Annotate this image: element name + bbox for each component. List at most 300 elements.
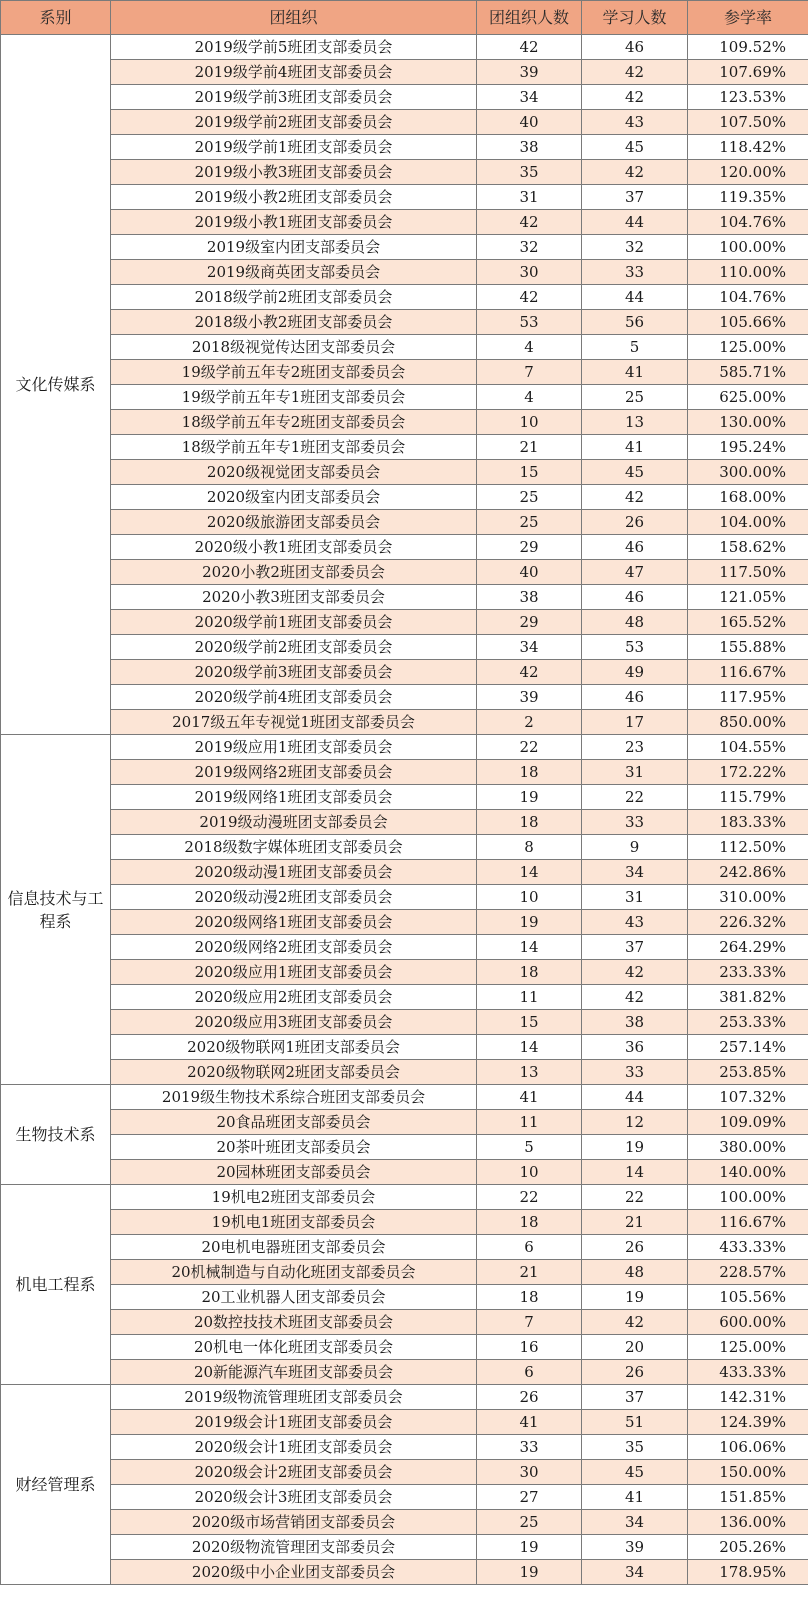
learners-cell: 35 (582, 1435, 688, 1460)
header-department: 系别 (1, 1, 111, 35)
learners-cell: 42 (582, 985, 688, 1010)
rate-cell: 233.33% (688, 960, 808, 985)
table-row (1, 1435, 808, 1460)
learners-cell: 5 (582, 335, 688, 360)
rate-cell: 100.00% (688, 1185, 808, 1210)
members-cell: 33 (477, 1435, 582, 1460)
organization-cell: 2018级学前2班团支部委员会 (111, 285, 477, 310)
rate-cell: 195.24% (688, 435, 808, 460)
learners-cell: 44 (582, 210, 688, 235)
learners-cell: 42 (582, 485, 688, 510)
rate-cell: 433.33% (688, 1360, 808, 1385)
table-row (1, 860, 808, 885)
organization-cell: 2020级应用3班团支部委员会 (111, 1010, 477, 1035)
learners-cell: 42 (582, 60, 688, 85)
members-cell: 27 (477, 1485, 582, 1510)
organization-cell: 2020级旅游团支部委员会 (111, 510, 477, 535)
table-row (1, 1560, 808, 1585)
organization-cell: 19机电1班团支部委员会 (111, 1210, 477, 1235)
organization-cell: 2020级学前1班团支部委员会 (111, 610, 477, 635)
learners-cell: 26 (582, 1235, 688, 1260)
learners-cell: 34 (582, 1560, 688, 1585)
organization-cell: 2019级小教2班团支部委员会 (111, 185, 477, 210)
members-cell: 40 (477, 560, 582, 585)
learners-cell: 53 (582, 635, 688, 660)
rate-cell: 112.50% (688, 835, 808, 860)
rate-cell: 165.52% (688, 610, 808, 635)
organization-cell: 2020小教3班团支部委员会 (111, 585, 477, 610)
learners-cell: 43 (582, 110, 688, 135)
members-cell: 15 (477, 1010, 582, 1035)
organization-cell: 20机电一体化班团支部委员会 (111, 1335, 477, 1360)
organization-cell: 2020级物联网1班团支部委员会 (111, 1035, 477, 1060)
table-row (1, 960, 808, 985)
rate-cell: 585.71% (688, 360, 808, 385)
members-cell: 5 (477, 1135, 582, 1160)
learners-cell: 41 (582, 435, 688, 460)
members-cell: 30 (477, 260, 582, 285)
table-row (1, 285, 808, 310)
members-cell: 4 (477, 335, 582, 360)
organization-cell: 19机电2班团支部委员会 (111, 1185, 477, 1210)
organization-cell: 2018级视觉传达团支部委员会 (111, 335, 477, 360)
members-cell: 18 (477, 960, 582, 985)
organization-cell: 20工业机器人团支部委员会 (111, 1285, 477, 1310)
learners-cell: 34 (582, 1510, 688, 1535)
learners-cell: 32 (582, 235, 688, 260)
learners-cell: 21 (582, 1210, 688, 1235)
table-row (1, 1210, 808, 1235)
table-row (1, 1160, 808, 1185)
members-cell: 42 (477, 210, 582, 235)
rate-cell: 116.67% (688, 1210, 808, 1235)
members-cell: 14 (477, 935, 582, 960)
rate-cell: 300.00% (688, 460, 808, 485)
learners-cell: 12 (582, 1110, 688, 1135)
learners-cell: 49 (582, 660, 688, 685)
organization-cell: 2019级学前4班团支部委员会 (111, 60, 477, 85)
table-row (1, 1410, 808, 1435)
learners-cell: 41 (582, 360, 688, 385)
members-cell: 26 (477, 1385, 582, 1410)
header-members: 团组织人数 (477, 1, 582, 35)
rate-cell: 109.52% (688, 35, 808, 60)
rate-cell: 107.32% (688, 1085, 808, 1110)
members-cell: 10 (477, 885, 582, 910)
table-row (1, 1485, 808, 1510)
table-row (1, 785, 808, 810)
header-row (1, 1, 808, 35)
organization-cell: 2020级会计1班团支部委员会 (111, 1435, 477, 1460)
rate-cell: 172.22% (688, 760, 808, 785)
table-row (1, 935, 808, 960)
learners-cell: 39 (582, 1535, 688, 1560)
organization-cell: 2019级应用1班团支部委员会 (111, 735, 477, 760)
organization-cell: 2020级市场营销团支部委员会 (111, 1510, 477, 1535)
organization-cell: 20电机电器班团支部委员会 (111, 1235, 477, 1260)
members-cell: 39 (477, 685, 582, 710)
table-row (1, 585, 808, 610)
members-cell: 19 (477, 910, 582, 935)
learners-cell: 23 (582, 735, 688, 760)
table-row (1, 210, 808, 235)
members-cell: 53 (477, 310, 582, 335)
rate-cell: 168.00% (688, 485, 808, 510)
learners-cell: 45 (582, 460, 688, 485)
table-row (1, 1335, 808, 1360)
members-cell: 16 (477, 1335, 582, 1360)
table-row (1, 485, 808, 510)
table-row (1, 1260, 808, 1285)
header-rate: 参学率 (688, 1, 808, 35)
department-cell: 生物技术系 (1, 1085, 111, 1185)
header-organization: 团组织 (111, 1, 477, 35)
table-row (1, 1085, 808, 1110)
rate-cell: 242.86% (688, 860, 808, 885)
members-cell: 42 (477, 285, 582, 310)
members-cell: 6 (477, 1235, 582, 1260)
rate-cell: 120.00% (688, 160, 808, 185)
rate-cell: 178.95% (688, 1560, 808, 1585)
table-row (1, 360, 808, 385)
learners-cell: 36 (582, 1035, 688, 1060)
organization-cell: 2019级物流管理班团支部委员会 (111, 1385, 477, 1410)
rate-cell: 310.00% (688, 885, 808, 910)
members-cell: 4 (477, 385, 582, 410)
rate-cell: 106.06% (688, 1435, 808, 1460)
organization-cell: 2020级网络1班团支部委员会 (111, 910, 477, 935)
department-cell: 信息技术与工程系 (1, 735, 111, 1085)
organization-cell: 2019级商英团支部委员会 (111, 260, 477, 285)
table-row (1, 1035, 808, 1060)
organization-cell: 18级学前五年专1班团支部委员会 (111, 435, 477, 460)
members-cell: 25 (477, 485, 582, 510)
table-row (1, 810, 808, 835)
learners-cell: 37 (582, 185, 688, 210)
table-row (1, 760, 808, 785)
members-cell: 19 (477, 785, 582, 810)
members-cell: 8 (477, 835, 582, 860)
members-cell: 14 (477, 1035, 582, 1060)
table-row (1, 1310, 808, 1335)
table-row (1, 1360, 808, 1385)
rate-cell: 107.69% (688, 60, 808, 85)
organization-cell: 20机械制造与自动化班团支部委员会 (111, 1260, 477, 1285)
table-row (1, 1385, 808, 1410)
members-cell: 18 (477, 760, 582, 785)
members-cell: 25 (477, 510, 582, 535)
members-cell: 15 (477, 460, 582, 485)
members-cell: 18 (477, 1285, 582, 1310)
learners-cell: 38 (582, 1010, 688, 1035)
members-cell: 19 (477, 1535, 582, 1560)
members-cell: 18 (477, 1210, 582, 1235)
organization-cell: 2019级学前1班团支部委员会 (111, 135, 477, 160)
rate-cell: 124.39% (688, 1410, 808, 1435)
learners-cell: 33 (582, 810, 688, 835)
organization-cell: 2020级网络2班团支部委员会 (111, 935, 477, 960)
learners-cell: 37 (582, 935, 688, 960)
rate-cell: 228.57% (688, 1260, 808, 1285)
table-header (1, 1, 808, 35)
organization-cell: 19级学前五年专2班团支部委员会 (111, 360, 477, 385)
organization-cell: 2020级学前2班团支部委员会 (111, 635, 477, 660)
table-row (1, 735, 808, 760)
table-row (1, 1135, 808, 1160)
rate-cell: 116.67% (688, 660, 808, 685)
organization-cell: 2020级学前3班团支部委员会 (111, 660, 477, 685)
members-cell: 19 (477, 1560, 582, 1585)
organization-cell: 20园林班团支部委员会 (111, 1160, 477, 1185)
rate-cell: 253.33% (688, 1010, 808, 1035)
members-cell: 30 (477, 1460, 582, 1485)
organization-cell: 2020级物联网2班团支部委员会 (111, 1060, 477, 1085)
rate-cell: 226.32% (688, 910, 808, 935)
learners-cell: 31 (582, 760, 688, 785)
organization-cell: 2020级应用2班团支部委员会 (111, 985, 477, 1010)
members-cell: 2 (477, 710, 582, 735)
members-cell: 42 (477, 660, 582, 685)
department-cell: 财经管理系 (1, 1385, 111, 1585)
organization-cell: 2019级室内团支部委员会 (111, 235, 477, 260)
table-row (1, 110, 808, 135)
rate-cell: 121.05% (688, 585, 808, 610)
members-cell: 41 (477, 1410, 582, 1435)
members-cell: 39 (477, 60, 582, 85)
table-row (1, 1010, 808, 1035)
organization-cell: 2020级学前4班团支部委员会 (111, 685, 477, 710)
learners-cell: 48 (582, 1260, 688, 1285)
organization-cell: 2020级小教1班团支部委员会 (111, 535, 477, 560)
rate-cell: 257.14% (688, 1035, 808, 1060)
learners-cell: 13 (582, 410, 688, 435)
members-cell: 40 (477, 110, 582, 135)
learners-cell: 14 (582, 1160, 688, 1185)
members-cell: 38 (477, 585, 582, 610)
members-cell: 21 (477, 1260, 582, 1285)
members-cell: 11 (477, 1110, 582, 1135)
header-learners: 学习人数 (582, 1, 688, 35)
organization-cell: 2017级五年专视觉1班团支部委员会 (111, 710, 477, 735)
members-cell: 31 (477, 185, 582, 210)
table-row (1, 385, 808, 410)
table-row (1, 910, 808, 935)
organization-cell: 2020级动漫1班团支部委员会 (111, 860, 477, 885)
table-row (1, 1460, 808, 1485)
members-cell: 10 (477, 410, 582, 435)
table-row (1, 335, 808, 360)
organization-cell: 2020级物流管理团支部委员会 (111, 1535, 477, 1560)
rate-cell: 151.85% (688, 1485, 808, 1510)
learners-cell: 46 (582, 535, 688, 560)
rate-cell: 625.00% (688, 385, 808, 410)
rate-cell: 130.00% (688, 410, 808, 435)
learners-cell: 33 (582, 260, 688, 285)
table-row (1, 1535, 808, 1560)
learners-cell: 46 (582, 685, 688, 710)
organization-cell: 2019级学前3班团支部委员会 (111, 85, 477, 110)
learners-cell: 45 (582, 1460, 688, 1485)
learners-cell: 41 (582, 1485, 688, 1510)
organization-cell: 2020级会计2班团支部委员会 (111, 1460, 477, 1485)
organization-cell: 2020级中小企业团支部委员会 (111, 1560, 477, 1585)
learners-cell: 56 (582, 310, 688, 335)
organization-cell: 2018级数字媒体班团支部委员会 (111, 835, 477, 860)
organization-cell: 2019级会计1班团支部委员会 (111, 1410, 477, 1435)
table-row (1, 1285, 808, 1310)
rate-cell: 433.33% (688, 1235, 808, 1260)
learners-cell: 37 (582, 1385, 688, 1410)
organization-cell: 2019级学前5班团支部委员会 (111, 35, 477, 60)
table-row (1, 310, 808, 335)
table-row (1, 435, 808, 460)
rate-cell: 105.66% (688, 310, 808, 335)
rate-cell: 850.00% (688, 710, 808, 735)
members-cell: 7 (477, 1310, 582, 1335)
learners-cell: 19 (582, 1285, 688, 1310)
organization-cell: 2019级动漫班团支部委员会 (111, 810, 477, 835)
table-row (1, 85, 808, 110)
learners-cell: 31 (582, 885, 688, 910)
members-cell: 13 (477, 1060, 582, 1085)
learners-cell: 44 (582, 285, 688, 310)
learners-cell: 47 (582, 560, 688, 585)
table-row (1, 460, 808, 485)
members-cell: 21 (477, 435, 582, 460)
rate-cell: 183.33% (688, 810, 808, 835)
learners-cell: 33 (582, 1060, 688, 1085)
rate-cell: 110.00% (688, 260, 808, 285)
rate-cell: 264.29% (688, 935, 808, 960)
learners-cell: 42 (582, 85, 688, 110)
rate-cell: 104.00% (688, 510, 808, 535)
organization-cell: 2020级会计3班团支部委员会 (111, 1485, 477, 1510)
rate-cell: 155.88% (688, 635, 808, 660)
organization-cell: 2020级应用1班团支部委员会 (111, 960, 477, 985)
organization-cell: 2018级小教2班团支部委员会 (111, 310, 477, 335)
learners-cell: 42 (582, 160, 688, 185)
learners-cell: 22 (582, 785, 688, 810)
learners-cell: 42 (582, 960, 688, 985)
rate-cell: 125.00% (688, 1335, 808, 1360)
table-row (1, 410, 808, 435)
learners-cell: 51 (582, 1410, 688, 1435)
table-row (1, 1110, 808, 1135)
rate-cell: 140.00% (688, 1160, 808, 1185)
rate-cell: 600.00% (688, 1310, 808, 1335)
learners-cell: 45 (582, 135, 688, 160)
members-cell: 29 (477, 535, 582, 560)
members-cell: 6 (477, 1360, 582, 1385)
organization-cell: 20数控技技术班团支部委员会 (111, 1310, 477, 1335)
members-cell: 7 (477, 360, 582, 385)
learners-cell: 42 (582, 1310, 688, 1335)
rate-cell: 150.00% (688, 1460, 808, 1485)
table-row (1, 685, 808, 710)
table-row (1, 560, 808, 585)
table-row (1, 660, 808, 685)
members-cell: 22 (477, 1185, 582, 1210)
members-cell: 10 (477, 1160, 582, 1185)
organization-cell: 2019级生物技术系综合班团支部委员会 (111, 1085, 477, 1110)
learners-cell: 25 (582, 385, 688, 410)
organization-cell: 2020级动漫2班团支部委员会 (111, 885, 477, 910)
learners-cell: 44 (582, 1085, 688, 1110)
rate-cell: 117.95% (688, 685, 808, 710)
learners-cell: 48 (582, 610, 688, 635)
table-row (1, 1185, 808, 1210)
rate-cell: 100.00% (688, 235, 808, 260)
rate-cell: 109.09% (688, 1110, 808, 1135)
table-row (1, 260, 808, 285)
rate-cell: 142.31% (688, 1385, 808, 1410)
organization-cell: 20茶叶班团支部委员会 (111, 1135, 477, 1160)
organization-cell: 18级学前五年专2班团支部委员会 (111, 410, 477, 435)
rate-cell: 205.26% (688, 1535, 808, 1560)
rate-cell: 104.55% (688, 735, 808, 760)
organization-cell: 2019级学前2班团支部委员会 (111, 110, 477, 135)
rate-cell: 104.76% (688, 210, 808, 235)
table-row (1, 710, 808, 735)
organization-cell: 2020级室内团支部委员会 (111, 485, 477, 510)
table-row (1, 835, 808, 860)
rate-cell: 118.42% (688, 135, 808, 160)
members-cell: 34 (477, 85, 582, 110)
organization-cell: 20新能源汽车班团支部委员会 (111, 1360, 477, 1385)
rate-cell: 117.50% (688, 560, 808, 585)
learners-cell: 46 (582, 35, 688, 60)
table-row (1, 160, 808, 185)
organization-cell: 2020级视觉团支部委员会 (111, 460, 477, 485)
learners-cell: 17 (582, 710, 688, 735)
members-cell: 32 (477, 235, 582, 260)
members-cell: 41 (477, 1085, 582, 1110)
members-cell: 38 (477, 135, 582, 160)
members-cell: 29 (477, 610, 582, 635)
members-cell: 11 (477, 985, 582, 1010)
organization-cell: 2019级网络1班团支部委员会 (111, 785, 477, 810)
learners-cell: 34 (582, 860, 688, 885)
rate-cell: 136.00% (688, 1510, 808, 1535)
table-row (1, 1235, 808, 1260)
members-cell: 22 (477, 735, 582, 760)
table-row (1, 610, 808, 635)
organization-cell: 2019级小教3班团支部委员会 (111, 160, 477, 185)
rate-cell: 105.56% (688, 1285, 808, 1310)
members-cell: 14 (477, 860, 582, 885)
rate-cell: 115.79% (688, 785, 808, 810)
organization-cell: 19级学前五年专1班团支部委员会 (111, 385, 477, 410)
learners-cell: 43 (582, 910, 688, 935)
table-row (1, 60, 808, 85)
table-row (1, 35, 808, 60)
table-row (1, 1060, 808, 1085)
organization-cell: 20食品班团支部委员会 (111, 1110, 477, 1135)
learners-cell: 19 (582, 1135, 688, 1160)
rate-cell: 253.85% (688, 1060, 808, 1085)
table-row (1, 985, 808, 1010)
learners-cell: 26 (582, 1360, 688, 1385)
members-cell: 18 (477, 810, 582, 835)
table-row (1, 135, 808, 160)
table-row (1, 185, 808, 210)
rate-cell: 107.50% (688, 110, 808, 135)
members-cell: 35 (477, 160, 582, 185)
learners-cell: 22 (582, 1185, 688, 1210)
department-cell: 机电工程系 (1, 1185, 111, 1385)
members-cell: 42 (477, 35, 582, 60)
rate-cell: 119.35% (688, 185, 808, 210)
